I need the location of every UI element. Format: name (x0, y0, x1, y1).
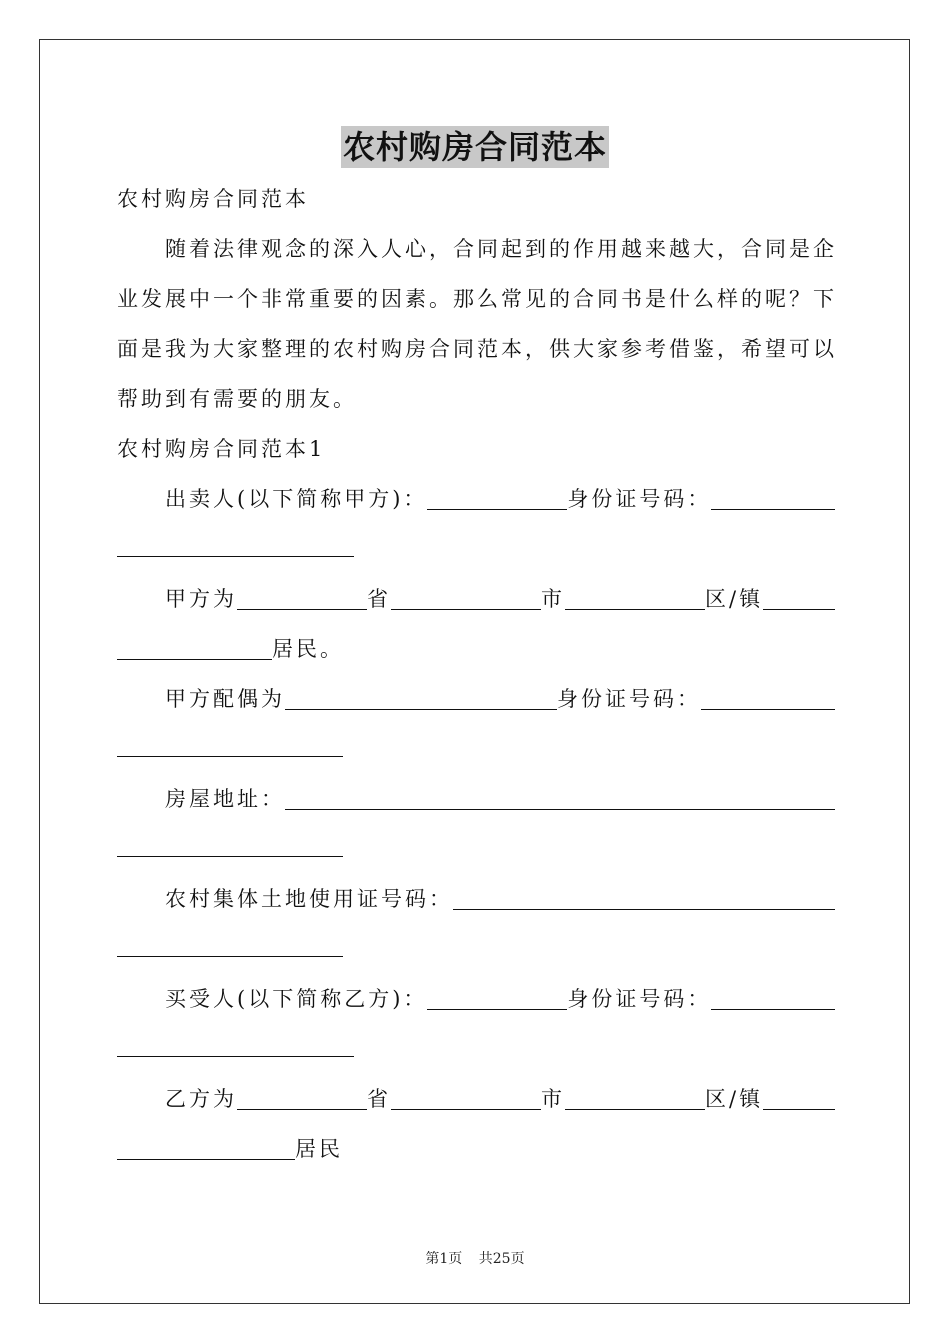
party-b-city-blank[interactable] (391, 1087, 541, 1110)
party-a-province-blank[interactable] (237, 587, 367, 610)
address-blank[interactable] (285, 787, 835, 810)
party-b-location-row (117, 1084, 835, 1114)
party-b-district-blank[interactable] (565, 1087, 705, 1110)
party-a-city-label: 市 (541, 587, 565, 611)
seller-id-blank[interactable] (711, 487, 835, 510)
party-a-district-blank[interactable] (565, 587, 705, 610)
party-b-location-continuation (117, 1134, 835, 1164)
seller-row (117, 484, 835, 514)
title-container (0, 126, 950, 168)
intro-line-3: 面是我为大家整理的农村购房合同范本，供大家参考借鉴，希望可以 (117, 337, 837, 361)
buyer-name-blank[interactable] (427, 987, 567, 1010)
address-continuation (117, 834, 835, 861)
spouse-id-continuation (117, 734, 835, 761)
party-a-location-continuation (117, 634, 835, 664)
spouse-label: 甲方配偶为 (165, 687, 285, 711)
party-b-province-blank[interactable] (237, 1087, 367, 1110)
page-border (39, 39, 910, 1304)
seller-id-continuation (117, 534, 835, 561)
address-row (117, 784, 835, 814)
seller-label: 出卖人(以下简称甲方)： (165, 487, 428, 511)
land-cert-blank[interactable] (453, 887, 835, 910)
party-b-resident-label: 居民 (295, 1137, 343, 1161)
land-cert-row (117, 884, 835, 914)
buyer-id-continuation (117, 1034, 835, 1061)
party-a-district-label: 区/镇 (705, 587, 764, 611)
spouse-id-blank[interactable] (701, 687, 835, 710)
buyer-row (117, 984, 835, 1014)
intro-line-1: 随着法律观念的深入人心，合同起到的作用越来越大，合同是企 (165, 237, 837, 261)
seller-id-label: 身份证号码： (567, 487, 712, 511)
land-cert-continuation (117, 934, 835, 961)
spouse-id-blank-cont[interactable] (117, 734, 343, 757)
buyer-id-blank-cont[interactable] (117, 1034, 354, 1057)
party-a-province-label: 省 (367, 587, 391, 611)
party-b-district-label: 区/镇 (705, 1087, 764, 1111)
party-b-prefix: 乙方为 (165, 1087, 237, 1111)
spouse-id-label: 身份证号码： (557, 687, 701, 711)
buyer-id-label: 身份证号码： (567, 987, 712, 1011)
party-b-town-blank-cont[interactable] (117, 1137, 295, 1160)
party-a-location-row (117, 584, 835, 614)
page-number: 第1页 (425, 1251, 463, 1267)
page-total: 共25页 (478, 1251, 525, 1267)
party-a-resident-label: 居民。 (272, 637, 344, 661)
spouse-row (117, 684, 835, 714)
address-blank-cont[interactable] (117, 834, 343, 857)
document-subtitle: 农村购房合同范本 (117, 187, 309, 211)
buyer-label: 买受人(以下简称乙方)： (165, 987, 428, 1011)
party-a-town-blank-cont[interactable] (117, 637, 272, 660)
party-a-city-blank[interactable] (391, 587, 541, 610)
land-cert-blank-cont[interactable] (117, 934, 343, 957)
party-b-city-label: 市 (541, 1087, 565, 1111)
intro-line-2: 业发展中一个非常重要的因素。那么常见的合同书是什么样的呢？下 (117, 287, 837, 311)
seller-id-blank-cont[interactable] (117, 534, 354, 557)
intro-line-4: 帮助到有需要的朋友。 (117, 387, 357, 411)
party-b-town-blank[interactable] (763, 1087, 835, 1110)
party-b-province-label: 省 (367, 1087, 391, 1111)
seller-name-blank[interactable] (427, 487, 567, 510)
spouse-name-blank[interactable] (285, 687, 557, 710)
page-footer (0, 1248, 950, 1268)
party-a-prefix: 甲方为 (165, 587, 237, 611)
section-heading: 农村购房合同范本1 (117, 437, 326, 461)
buyer-id-blank[interactable] (711, 987, 835, 1010)
address-label: 房屋地址： (165, 787, 285, 811)
document-title: 农村购房合同范本 (342, 128, 607, 166)
land-cert-label: 农村集体土地使用证号码： (165, 887, 453, 911)
party-a-town-blank[interactable] (763, 587, 835, 610)
